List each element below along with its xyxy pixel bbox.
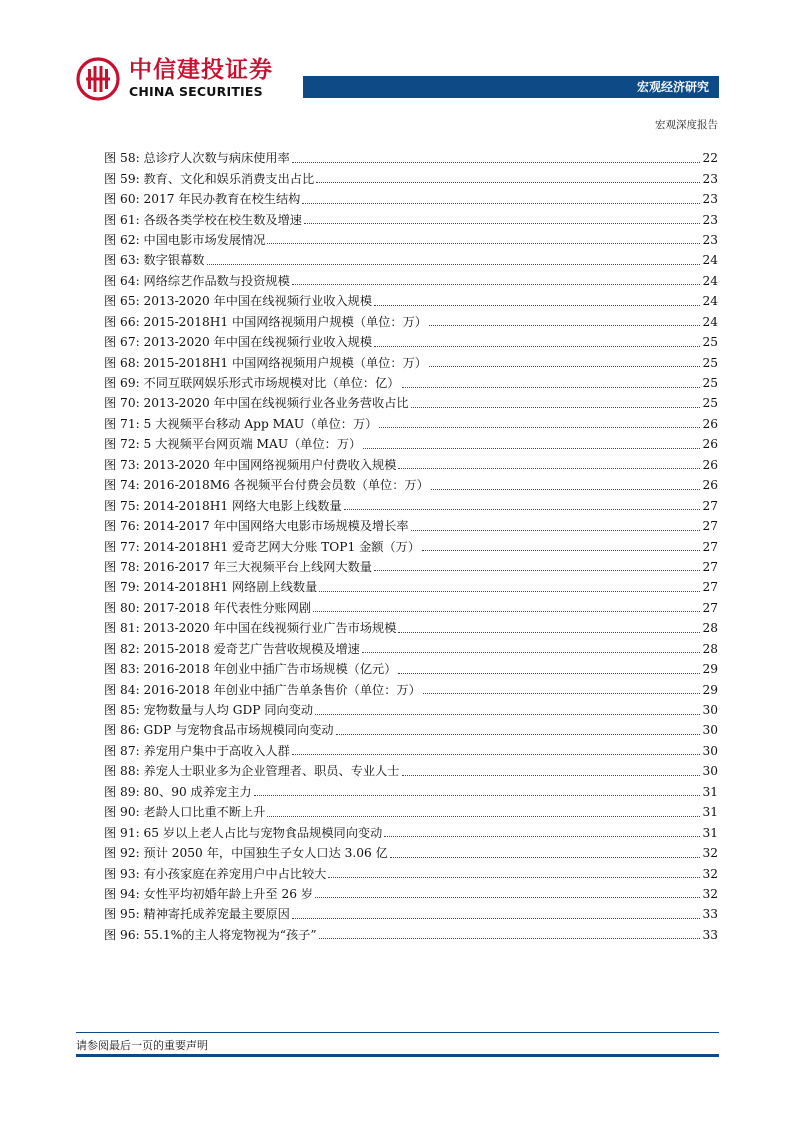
toc-leader-dots [267,242,700,244]
toc-entry-label: 图 84: 2016-2018 年创业中插广告单条售价（单位：万） [104,682,421,697]
toc-leader-dots [302,202,700,204]
toc-entry[interactable] [104,332,718,352]
toc-leader-dots [398,467,700,469]
toc-entry[interactable] [104,843,718,863]
toc-entry-label: 图 76: 2014-2017 年中国网络大电影市场规模及增长率 [104,519,409,534]
toc-entry[interactable] [104,189,718,209]
toc-entry[interactable] [104,782,718,802]
toc-entry-page: 28 [702,621,718,636]
toc-leader-dots [411,529,701,531]
toc-entry-page: 25 [702,335,718,350]
toc-leader-dots [319,590,700,592]
toc-entry-label: 图 58: 总诊疗人次数与病床使用率 [104,151,290,166]
toc-leader-dots [374,304,700,306]
toc-entry-page: 32 [702,846,718,861]
footer-disclaimer: 请参阅最后一页的重要声明 [76,1039,208,1052]
toc-entry-label: 图 87: 养宠用户集中于高收入人群 [104,743,290,758]
toc-entry-label: 图 85: 宠物数量与人均 GDP 同向变动 [104,703,314,718]
toc-entry-page: 27 [702,539,718,554]
toc-entry-page: 24 [702,273,718,288]
toc-leader-dots [429,324,701,326]
toc-entry[interactable] [104,495,718,515]
toc-leader-dots [379,426,700,428]
toc-entry-page: 25 [702,355,718,370]
toc-entry[interactable] [104,312,718,332]
toc-leader-dots [411,406,701,408]
toc-entry[interactable] [104,250,718,270]
footer-bar [76,1054,719,1057]
toc-entry[interactable] [104,679,718,699]
toc-entry-label: 图 59: 教育、文化和娱乐消费支出占比 [104,171,315,186]
toc-entry-page: 33 [702,927,718,942]
toc-leader-dots [431,488,701,490]
toc-entry-page: 26 [702,478,718,493]
toc-entry-page: 26 [702,416,718,431]
toc-entry[interactable] [104,761,718,781]
report-type-label: 宏观深度报告 [655,119,718,131]
figure-index-list [104,148,718,945]
toc-entry[interactable] [104,209,718,229]
toc-entry-label: 图 63: 数字银幕数 [104,253,205,268]
toc-entry[interactable] [104,393,718,413]
toc-entry[interactable] [104,168,718,188]
brand-name-en: CHINA SECURITIES [129,84,263,99]
toc-entry-page: 31 [702,825,718,840]
toc-leader-dots [398,672,700,674]
toc-entry-page: 30 [702,743,718,758]
toc-entry-label: 图 67: 2013-2020 年中国在线视频行业收入规模 [104,335,373,350]
toc-entry-page: 33 [702,907,718,922]
toc-leader-dots [315,896,700,898]
toc-entry[interactable] [104,475,718,495]
toc-leader-dots [328,876,700,878]
toc-entry[interactable] [104,352,718,372]
toc-entry-page: 32 [702,866,718,881]
toc-entry-page: 27 [702,600,718,615]
toc-entry-label: 图 69: 不同互联网娱乐形式市场规模对比（单位：亿） [104,376,400,391]
toc-entry-label: 图 62: 中国电影市场发展情况 [104,232,266,247]
toc-entry-label: 图 77: 2014-2018H1 爱奇艺网大分账 TOP1 金额（万） [104,539,421,554]
toc-entry-label: 图 65: 2013-2020 年中国在线视频行业收入规模 [104,294,373,309]
toc-leader-dots [254,794,701,796]
toc-entry-label: 图 88: 养宠人士职业多为企业管理者、职员、专业人士 [104,764,400,779]
toc-entry[interactable] [104,925,718,945]
toc-leader-dots [207,263,701,265]
toc-leader-dots [429,365,701,367]
toc-entry-label: 图 74: 2016-2018M6 各视频平台付费会员数（单位：万） [104,478,429,493]
toc-leader-dots [344,508,701,510]
toc-entry[interactable] [104,230,718,250]
toc-entry-page: 29 [702,682,718,697]
toc-entry-label: 图 61: 各级各类学校在校生数及增速 [104,212,302,227]
toc-leader-dots [398,631,700,633]
toc-entry-label: 图 83: 2016-2018 年创业中插广告市场规模（亿元） [104,662,397,677]
toc-entry-label: 图 96: 55.1%的主人将宠物视为“孩子” [104,927,317,942]
toc-leader-dots [267,815,700,817]
toc-entry-label: 图 82: 2015-2018 爱奇艺广告营收规模及增速 [104,641,360,656]
toc-leader-dots [313,610,700,612]
toc-entry-page: 23 [702,212,718,227]
toc-leader-dots [336,733,701,735]
toc-entry-page: 23 [702,192,718,207]
toc-leader-dots [315,713,700,715]
toc-entry-label: 图 80: 2017-2018 年代表性分账网剧 [104,600,312,615]
toc-entry-label: 图 86: GDP 与宠物食品市场规模同向变动 [104,723,334,738]
toc-entry-label: 图 89: 80、90 成养宠主力 [104,784,252,799]
toc-leader-dots [374,345,700,347]
toc-entry-label: 图 73: 2013-2020 年中国网络视频用户付费收入规模 [104,457,397,472]
toc-entry-page: 27 [702,559,718,574]
toc-leader-dots [292,753,701,755]
brand-name-cn: 中信建投证券 [129,57,273,83]
toc-entry-page: 27 [702,498,718,513]
toc-entry-page: 23 [702,171,718,186]
toc-entry-page: 27 [702,519,718,534]
toc-entry-label: 图 68: 2015-2018H1 中国网络视频用户规模（单位：万） [104,355,427,370]
toc-entry[interactable] [104,516,718,536]
toc-entry-page: 26 [702,437,718,452]
toc-entry-label: 图 94: 女性平均初婚年龄上升至 26 岁 [104,886,314,901]
toc-entry[interactable] [104,639,718,659]
toc-entry[interactable] [104,271,718,291]
toc-entry-label: 图 90: 老龄人口比重不断上升 [104,805,266,820]
section-bar [303,76,719,98]
toc-entry-page: 27 [702,580,718,595]
toc-entry-page: 29 [702,662,718,677]
toc-entry[interactable] [104,659,718,679]
toc-entry-page: 22 [702,151,718,166]
toc-entry-label: 图 79: 2014-2018H1 网络剧上线数量 [104,580,318,595]
toc-entry[interactable] [104,598,718,618]
toc-entry[interactable] [104,148,718,168]
toc-entry-label: 图 64: 网络综艺作品数与投资规模 [104,273,290,288]
toc-entry-label: 图 78: 2016-2017 年三大视频平台上线网大数量 [104,559,373,574]
toc-entry-page: 30 [702,764,718,779]
toc-leader-dots [402,774,701,776]
toc-leader-dots [316,181,700,183]
toc-entry[interactable] [104,291,718,311]
toc-entry-page: 31 [702,784,718,799]
toc-entry[interactable] [104,373,718,393]
toc-entry[interactable] [104,434,718,454]
toc-leader-dots [362,651,701,653]
toc-leader-dots [292,283,701,285]
toc-entry-page: 30 [702,723,718,738]
toc-entry-page: 24 [702,294,718,309]
toc-entry-label: 图 70: 2013-2020 年中国在线视频行业各业务营收占比 [104,396,409,411]
toc-entry[interactable] [104,822,718,842]
toc-entry-page: 24 [702,314,718,329]
toc-leader-dots [390,856,701,858]
toc-entry[interactable] [104,802,718,822]
toc-entry[interactable] [104,700,718,720]
toc-entry-page: 32 [702,886,718,901]
toc-entry[interactable] [104,720,718,740]
toc-entry-page: 24 [702,253,718,268]
toc-leader-dots [384,835,700,837]
toc-leader-dots [363,447,700,449]
toc-entry-label: 图 93: 有小孩家庭在养宠用户中占比较大 [104,866,327,881]
page-header [0,0,793,131]
toc-entry[interactable] [104,884,718,904]
toc-entry[interactable] [104,741,718,761]
toc-entry[interactable] [104,557,718,577]
toc-leader-dots [423,692,701,694]
section-label: 宏观经济研究 [636,80,709,94]
toc-entry-label: 图 81: 2013-2020 年中国在线视频行业广告市场规模 [104,621,397,636]
toc-leader-dots [402,386,701,388]
toc-entry-page: 25 [702,396,718,411]
toc-entry-label: 图 95: 精神寄托成养宠最主要原因 [104,907,290,922]
toc-entry[interactable] [104,414,718,434]
toc-leader-dots [304,222,700,224]
toc-entry[interactable] [104,904,718,924]
toc-entry-label: 图 72: 5 大视频平台网页端 MAU（单位：万） [104,437,362,452]
toc-entry-label: 图 75: 2014-2018H1 网络大电影上线数量 [104,498,342,513]
toc-entry-page: 25 [702,376,718,391]
toc-leader-dots [374,569,700,571]
toc-entry-label: 图 92: 预计 2050 年，中国独生子女人口达 3.06 亿 [104,846,388,861]
toc-entry-label: 图 66: 2015-2018H1 中国网络视频用户规模（单位：万） [104,314,427,329]
toc-entry-page: 26 [702,457,718,472]
toc-entry[interactable] [104,455,718,475]
toc-entry[interactable] [104,863,718,883]
toc-leader-dots [292,161,701,163]
toc-entry-label: 图 91: 65 岁以上老人占比与宠物食品规模同向变动 [104,825,383,840]
footer-divider [76,1032,719,1033]
toc-entry-label: 图 60: 2017 年民办教育在校生结构 [104,192,301,207]
toc-entry-page: 28 [702,641,718,656]
toc-entry[interactable] [104,577,718,597]
toc-entry[interactable] [104,536,718,556]
toc-entry[interactable] [104,618,718,638]
toc-leader-dots [319,937,701,939]
toc-entry-page: 30 [702,703,718,718]
china-securities-logo-icon [76,57,120,101]
toc-leader-dots [292,917,701,919]
toc-entry-page: 23 [702,232,718,247]
toc-leader-dots [422,549,700,551]
toc-entry-page: 31 [702,805,718,820]
toc-entry-label: 图 71: 5 大视频平台移动 App MAU（单位：万） [104,416,378,431]
